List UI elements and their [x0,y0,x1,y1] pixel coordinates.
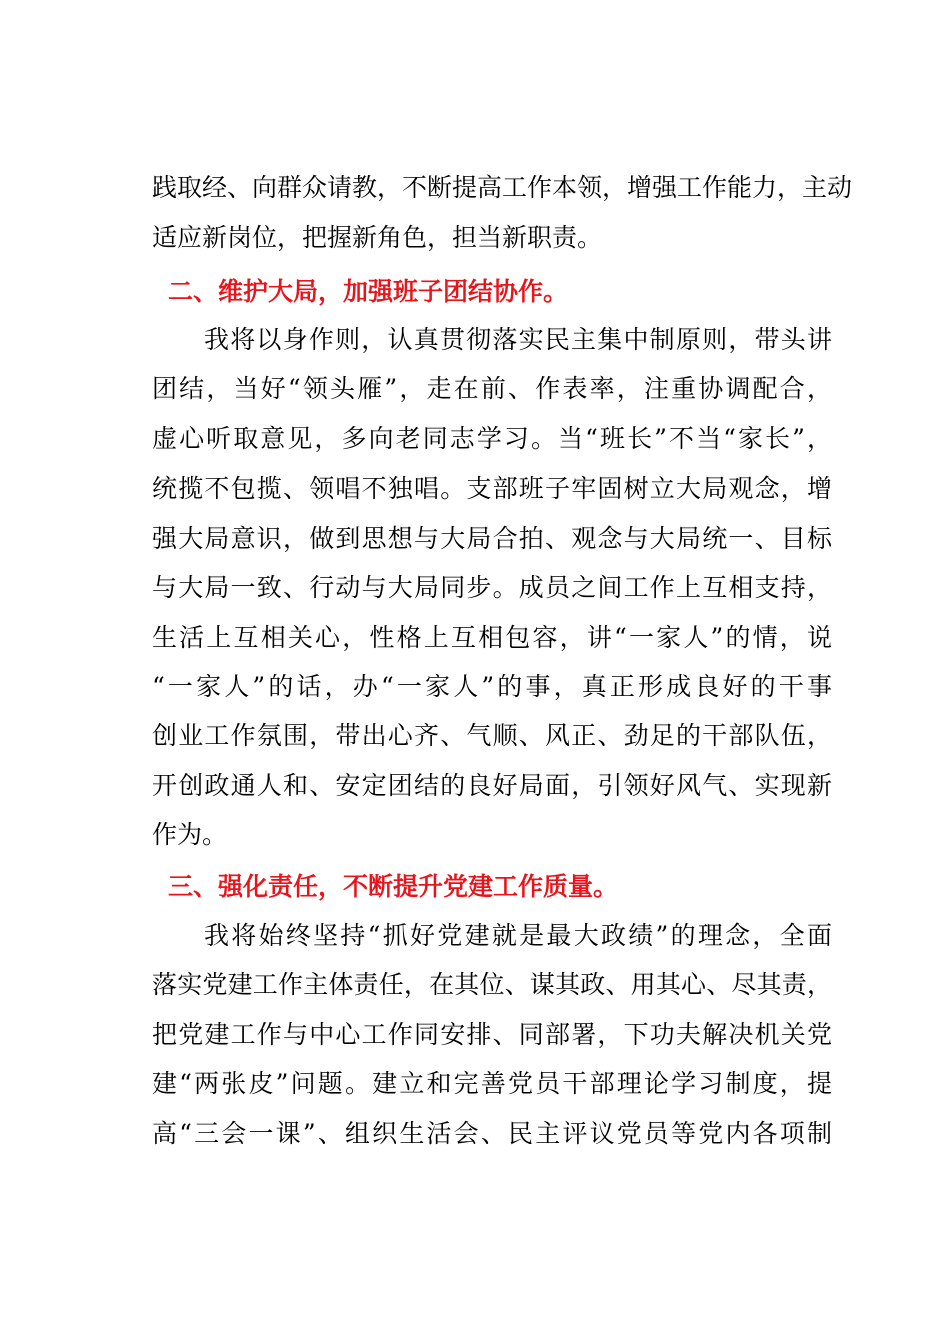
paragraph-line: “一家人”的话，办“一家人”的事，真正形成良好的干事 [152,672,832,701]
paragraph-line: 我将始终坚持“抓好党建就是最大政绩”的理念，全面 [204,921,832,950]
paragraph-line: 建“两张皮”问题。建立和完善党员干部理论学习制度，提 [152,1069,832,1098]
section-heading-2: 二、维护大局，加强班子团结协作。 [168,277,569,306]
paragraph-line: 创业工作氛围，带出心齐、气顺、风正、劲足的干部队伍， [152,721,832,750]
paragraph-line: 开创政通人和、安定团结的良好局面，引领好风气、实现新 [152,771,832,800]
paragraph-line: 适应新岗位，把握新角色，担当新职责。 [152,223,603,252]
paragraph-line: 虚心听取意见，多向老同志学习。当“班长”不当“家长”， [152,424,832,453]
paragraph-line: 统揽不包揽、领唱不独唱。支部班子牢固树立大局观念，增 [152,474,832,503]
paragraph-line: 我将以身作则，认真贯彻落实民主集中制原则，带头讲 [204,325,832,354]
paragraph-line: 作为。 [152,820,228,849]
paragraph-line: 与大局一致、行动与大局同步。成员之间工作上互相支持， [152,573,832,602]
paragraph-line: 落实党建工作主体责任，在其位、谋其政、用其心、尽其责， [152,970,832,999]
paragraph-line: 强大局意识，做到思想与大局合拍、观念与大局统一、目标 [152,524,832,553]
paragraph-line: 生活上互相关心，性格上互相包容，讲“一家人”的情，说 [152,623,832,652]
paragraph-line: 把党建工作与中心工作同安排、同部署，下功夫解决机关党 [152,1020,832,1049]
paragraph-line: 团结，当好“领头雁”，走在前、作表率，注重协调配合， [152,374,832,403]
paragraph-line: 高“三会一课”、组织生活会、民主评议党员等党内各项制 [152,1119,832,1148]
paragraph-line: 践取经、向群众请教，不断提高工作本领，增强工作能力，主动 [152,173,853,202]
section-heading-3: 三、强化责任，不断提升党建工作质量。 [168,872,619,901]
